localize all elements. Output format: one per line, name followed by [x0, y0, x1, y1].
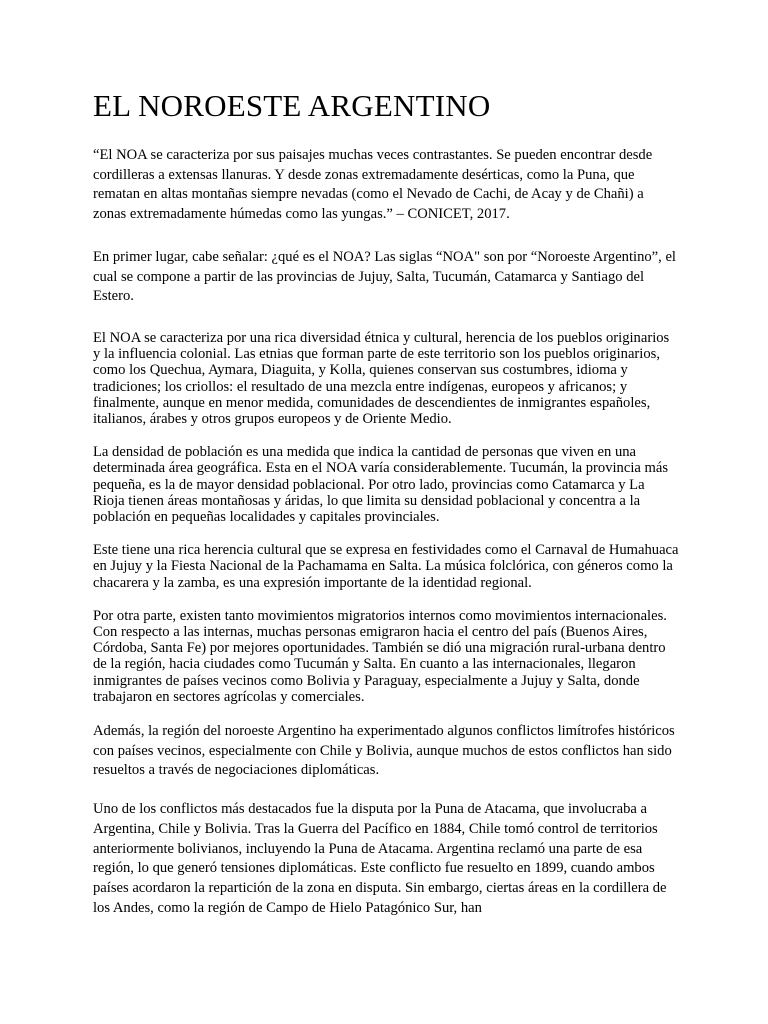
diversity-paragraph: El NOA se caracteriza por una rica diversidad étnica y cultural, herencia de los pueblos originarios y la influencia colonial. Las etnias que forman parte de este territorio son los pueblos originarios, como los Quechua, Aymara, Diaguita, y Kolla, quienes conservan sus costumbres, idioma y tradiciones; los criollos: el resultado de una mezcla entre indígenas, europeos y africanos; y finalmente, aunque en menor medida, comunidades de descendientes de inmigrantes españoles, italianos, árabes y otros grupos europeos y de Oriente Medio.	[93, 329, 670, 427]
quote-paragraph: “El NOA se caracteriza por sus paisajes muchas veces contrastantes. Se pueden encontrar desde cordilleras a extensas llanuras. Y desde zonas extremadamente desérticas, como la Puna, que rematan en altas montañas siempre nevadas (como el Nevado de Cachi, de Acay y de Chañi) a zonas extremadamente húmedas como las yungas.” – CONICET, 2017.	[93, 147, 653, 223]
intro-paragraph: En primer lugar, cabe señalar: ¿qué es el NOA? Las siglas “NOA" son por “Noroeste Argentino”, el cual se compone a partir de las provincias de Jujuy, Salta, Tucumán, Catamarca y Santiago del Estero.	[93, 248, 676, 305]
puna-paragraph: Uno de los conflictos más destacados fue la disputa por la Puna de Atacama, que involucraba a Argentina, Chile y Bolivia. Tras la Guerra del Pacífico en 1884, Chile tomó control de territorios anteriormente bolivianos, incluyendo la Puna de Atacama. Argentina reclamó una parte de esa región, lo que generó tensiones diplomáticas. Este conflicto fue resuelto en 1899, cuando ambos países acordaron la repartición de la zona en disputa. Sin embargo, ciertas áreas en la cordillera de los Andes, como la región de Campo de Hielo Patagónico Sur, han	[93, 801, 667, 916]
culture-paragraph: Este tiene una rica herencia cultural que se expresa en festividades como el Carnaval de Humahuaca en Jujuy y la Fiesta Nacional de la Pachamama en Salta. La música folclórica, con géneros como la chacarera y la zamba, es una expresión importante de la identidad regional.	[93, 542, 679, 591]
document-title: EL NOROESTE ARGENTINO	[93, 88, 491, 123]
conflicts-paragraph: Además, la región del noroeste Argentino ha experimentado algunos conflictos limítrofes históricos con países vecinos, especialmente con Chile y Bolivia, aunque muchos de estos conflictos han sido resueltos a través de negociaciones diplomáticas.	[93, 722, 675, 779]
migration-paragraph: Por otra parte, existen tanto movimientos migratorios internos como movimientos internacionales. Con respecto a las internas, muchas personas emigraron hacia el centro del país (Buenos Aires, Córdoba, Santa Fe) por mejores oportunidades. También se dió una migración rural-urbana dentro de la región, hacia ciudades como Tucumán y Salta. En cuanto a las internacionales, llegaron inmigrantes de países vecinos como Bolivia y Paraguay, especialmente a Jujuy y Salta, donde trabajaron en sectores agrícolas y comerciales.	[93, 607, 667, 705]
density-paragraph: La densidad de población es una medida que indica la cantidad de personas que viven en una determinada área geográfica. Esta en el NOA varía considerablemente. Tucumán, la provincia más pequeña, es la de mayor densidad poblacional. Por otro lado, provincias como Catamarca y La Rioja tienen áreas montañosas y áridas, lo que limita su densidad poblacional y concentra a la población en pequeñas localidades y capitales provinciales.	[93, 444, 669, 525]
document-page	[93, 88, 679, 918]
